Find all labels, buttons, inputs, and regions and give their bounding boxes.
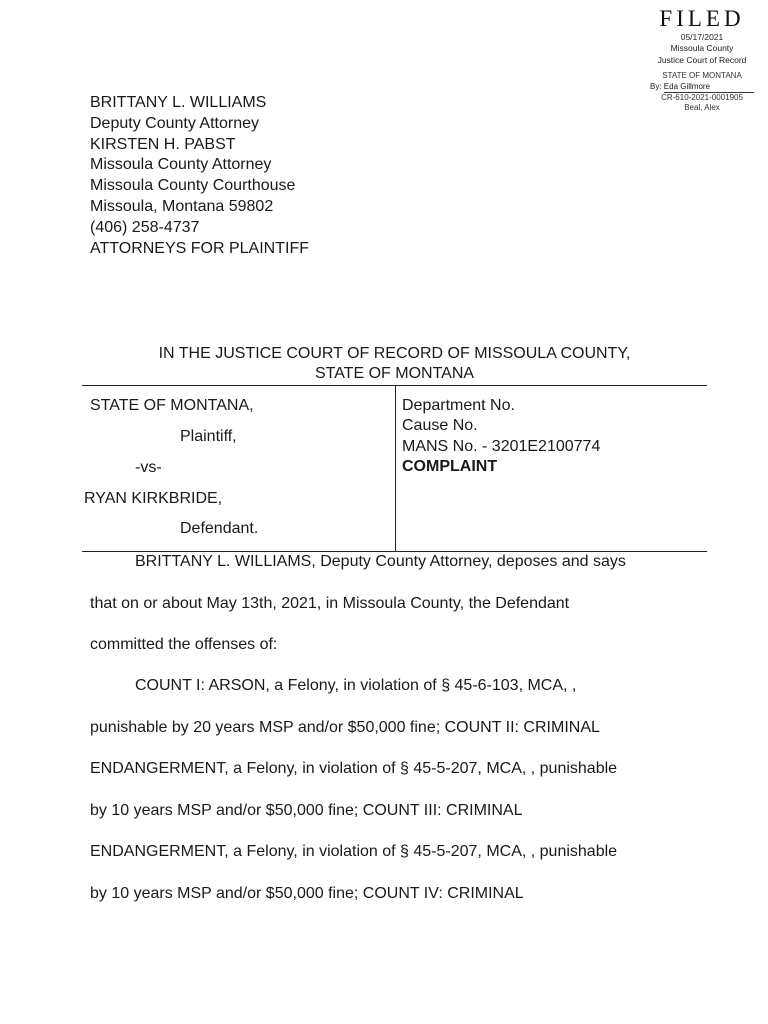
- body-line: ENDANGERMENT, a Felony, in violation of § 45-5-207, MCA, , punishable: [90, 843, 618, 860]
- court-caption: [82, 344, 707, 383]
- filed-judge: Beal, Alex: [684, 103, 720, 112]
- filed-by-line: [650, 82, 764, 93]
- defendant-name: RYAN KIRKBRIDE,: [84, 490, 223, 507]
- caption-divider: [395, 386, 396, 551]
- document-type: COMPLAINT: [402, 458, 498, 475]
- header-line: Deputy County Attorney: [90, 114, 259, 132]
- filed-by-label: By:: [650, 82, 662, 91]
- filed-state: STATE OF MONTANA: [662, 71, 742, 80]
- case-caption-table: [82, 385, 707, 552]
- cause-no: Cause No.: [402, 417, 478, 434]
- versus-label: -vs-: [135, 459, 162, 476]
- body-line: by 10 years MSP and/or $50,000 fine; COUNT III: CRIMINAL: [90, 802, 523, 819]
- header-line: (406) 258-4737: [90, 218, 200, 236]
- body-line: ENDANGERMENT, a Felony, in violation of § 45-5-207, MCA, , punishable: [90, 760, 618, 777]
- mans-no: MANS No. - 3201E2100774: [402, 438, 601, 455]
- header-line: ATTORNEYS FOR PLAINTIFF: [90, 239, 309, 257]
- filed-by-name: Eda Gillmore: [664, 82, 754, 93]
- body-line: punishable by 20 years MSP and/or $50,000 fine; COUNT II: CRIMINAL: [90, 719, 600, 736]
- plaintiff-role: Plaintiff,: [180, 428, 237, 445]
- filed-case-number: CR-610-2021-0001905: [661, 93, 743, 102]
- header-line: Missoula County Courthouse: [90, 177, 296, 195]
- department-no: Department No.: [402, 397, 515, 414]
- plaintiff-name: STATE OF MONTANA,: [90, 397, 254, 414]
- header-line: Missoula, Montana 59802: [90, 197, 274, 215]
- body-line: that on or about May 13th, 2021, in Missoula County, the Defendant: [90, 595, 570, 612]
- header-line: BRITTANY L. WILLIAMS: [90, 94, 267, 111]
- body-line: by 10 years MSP and/or $50,000 fine; COUNT IV: CRIMINAL: [90, 885, 524, 902]
- filed-stamp: [640, 6, 764, 113]
- filed-court: Justice Court of Record: [657, 55, 747, 65]
- header-line: KIRSTEN H. PABST: [90, 135, 236, 153]
- body-line: committed the offenses of:: [90, 636, 278, 653]
- court-caption-line1: IN THE JUSTICE COURT OF RECORD OF MISSOULA COUNTY,: [158, 345, 631, 362]
- body-line: COUNT I: ARSON, a Felony, in violation of § 45-6-103, MCA, ,: [135, 677, 577, 694]
- defendant-role: Defendant.: [180, 520, 259, 537]
- filed-date: 05/17/2021: [680, 32, 724, 42]
- attorney-header: [90, 93, 309, 259]
- header-line: Missoula County Attorney: [90, 156, 272, 174]
- filed-label: FILED: [659, 6, 745, 31]
- filed-county: Missoula County: [670, 42, 734, 53]
- court-caption-line2: STATE OF MONTANA: [314, 364, 475, 382]
- body-line: BRITTANY L. WILLIAMS, Deputy County Attorney, deposes and says: [135, 553, 626, 570]
